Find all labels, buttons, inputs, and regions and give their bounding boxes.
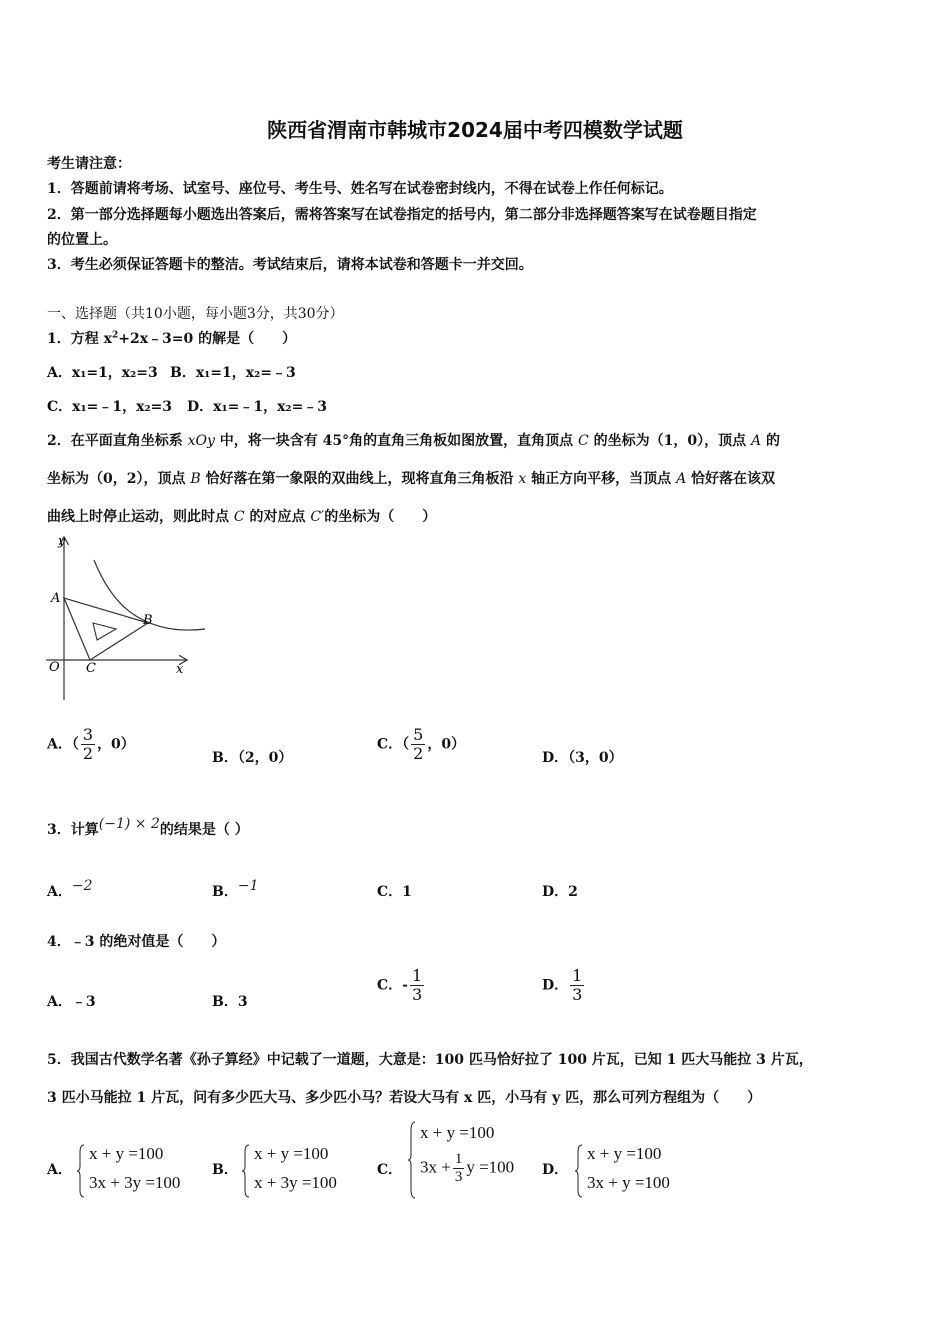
q2-stem-line1: 2．在平面直角坐标系 xOy 中，将一块含有 45°角的直角三角板如图放置，直角顶点 C 的坐标为（1，0），顶点 A 的 — [47, 433, 780, 449]
q4-option-d: D． $\frac{1}{3}$ — [542, 966, 583, 1004]
q5-option-d-label: D． — [542, 1162, 569, 1178]
section-heading: 一、选择题（共10小题，每小题3分，共30分） — [47, 306, 344, 322]
triangle-inner — [93, 623, 116, 640]
notice-item-2: 2．第一部分选择题每小题选出答案后，需将答案写在试卷指定的括号内，第二部分非选择题答案写在试卷题目指定 — [47, 207, 757, 223]
q5-option-a: x + y =100 3x + 3y =100 — [77, 1144, 197, 1198]
notice-heading: 考生请注意： — [47, 156, 131, 172]
q5-stem-line2: 3 匹小马能拉 1 片瓦，问有多少匹大马、多少匹小马？若设大马有 x 匹，小马有 y 匹，那么可列方程组为（ ） — [47, 1090, 762, 1106]
label-y: y — [58, 534, 66, 549]
q3-option-c: C．1 — [377, 884, 412, 900]
notice-item-1: 1．答题前请将考场、试室号、座位号、考生号、姓名写在试卷密封线内，不得在试卷上作任何标记。 — [47, 181, 673, 197]
q5-option-c-label: C． — [377, 1162, 403, 1178]
label-x: x — [176, 662, 184, 677]
q5-option-b: x + y =100 x + 3y =100 — [242, 1144, 362, 1198]
brace-icon — [408, 1121, 416, 1199]
brace-icon — [77, 1144, 85, 1198]
label-origin: O — [49, 660, 60, 675]
label-c: C — [86, 661, 96, 676]
label-a: A — [51, 591, 61, 606]
q1-option-a: A．x₁=1，x₂=3 — [47, 365, 158, 381]
q2-option-b: B．（2，0） — [212, 750, 293, 766]
q3-option-a: A．−2 — [47, 878, 93, 900]
notice-item-2-cont: 的位置上。 — [47, 232, 117, 248]
q2-figure — [40, 530, 210, 705]
q3-option-b: B．−1 — [212, 878, 259, 900]
brace-icon — [242, 1144, 250, 1198]
q4-option-a: A．﹣3 — [47, 994, 96, 1010]
q1-option-d: D．x₁=﹣1，x₂=﹣3 — [187, 399, 328, 415]
q3-stem: 3．计算(−1) × 2的结果是（ ） — [47, 816, 249, 838]
q4-stem: 4．﹣3 的绝对值是（ ） — [47, 934, 226, 950]
brace-icon — [575, 1144, 583, 1198]
page-title: 陕西省渭南市韩城市2024届中考四模数学试题 — [267, 118, 683, 142]
q4-option-c: C．- $\frac{1}{3}$ — [377, 966, 423, 1004]
label-b: B — [143, 613, 153, 628]
q5-stem-line1: 5．我国古代数学名著《孙子算经》中记载了一道题，大意是：100 匹马恰好拉了 100 片瓦，已知 1 匹大马能拉 3 片瓦， — [47, 1052, 813, 1068]
q4-option-b: B．3 — [212, 994, 248, 1010]
q2-stem-line3: 曲线上时停止运动，则此时点 C 的对应点 C′的坐标为（ ） — [47, 509, 437, 525]
q5-option-d: x + y =100 3x + y =100 — [575, 1144, 695, 1198]
notice-item-3: 3．考生必须保证答题卡的整洁。考试结束后，请将本试卷和答题卡一并交回。 — [47, 257, 533, 273]
q5-option-c: x + y =100 3x + $\frac{1}{3}$ y =100 — [408, 1121, 538, 1199]
q5-option-a-label: A． — [47, 1162, 72, 1178]
q1-option-b: B．x₁=1，x₂=﹣3 — [170, 365, 296, 381]
q2-option-a: A．（ $\frac{3}{2}$ ，0） — [47, 725, 135, 763]
q2-option-c: C．（ $\frac{5}{2}$ ，0） — [377, 725, 466, 763]
q5-option-b-label: B． — [212, 1162, 238, 1178]
q2-option-d: D．（3，0） — [542, 750, 623, 766]
q1-stem: 1．方程 $x^2+2x﹣3=0$ 的解是（ ） — [47, 330, 297, 347]
q2-stem-line2: 坐标为（0，2），顶点 B 恰好落在第一象限的双曲线上，现将直角三角板沿 x 轴正方向平移，当顶点 A 恰好落在该双 — [47, 471, 776, 487]
triangle-plate — [64, 598, 148, 660]
q3-option-d: D．2 — [542, 884, 578, 900]
q1-option-c: C．x₁=﹣1，x₂=3 — [47, 399, 173, 415]
